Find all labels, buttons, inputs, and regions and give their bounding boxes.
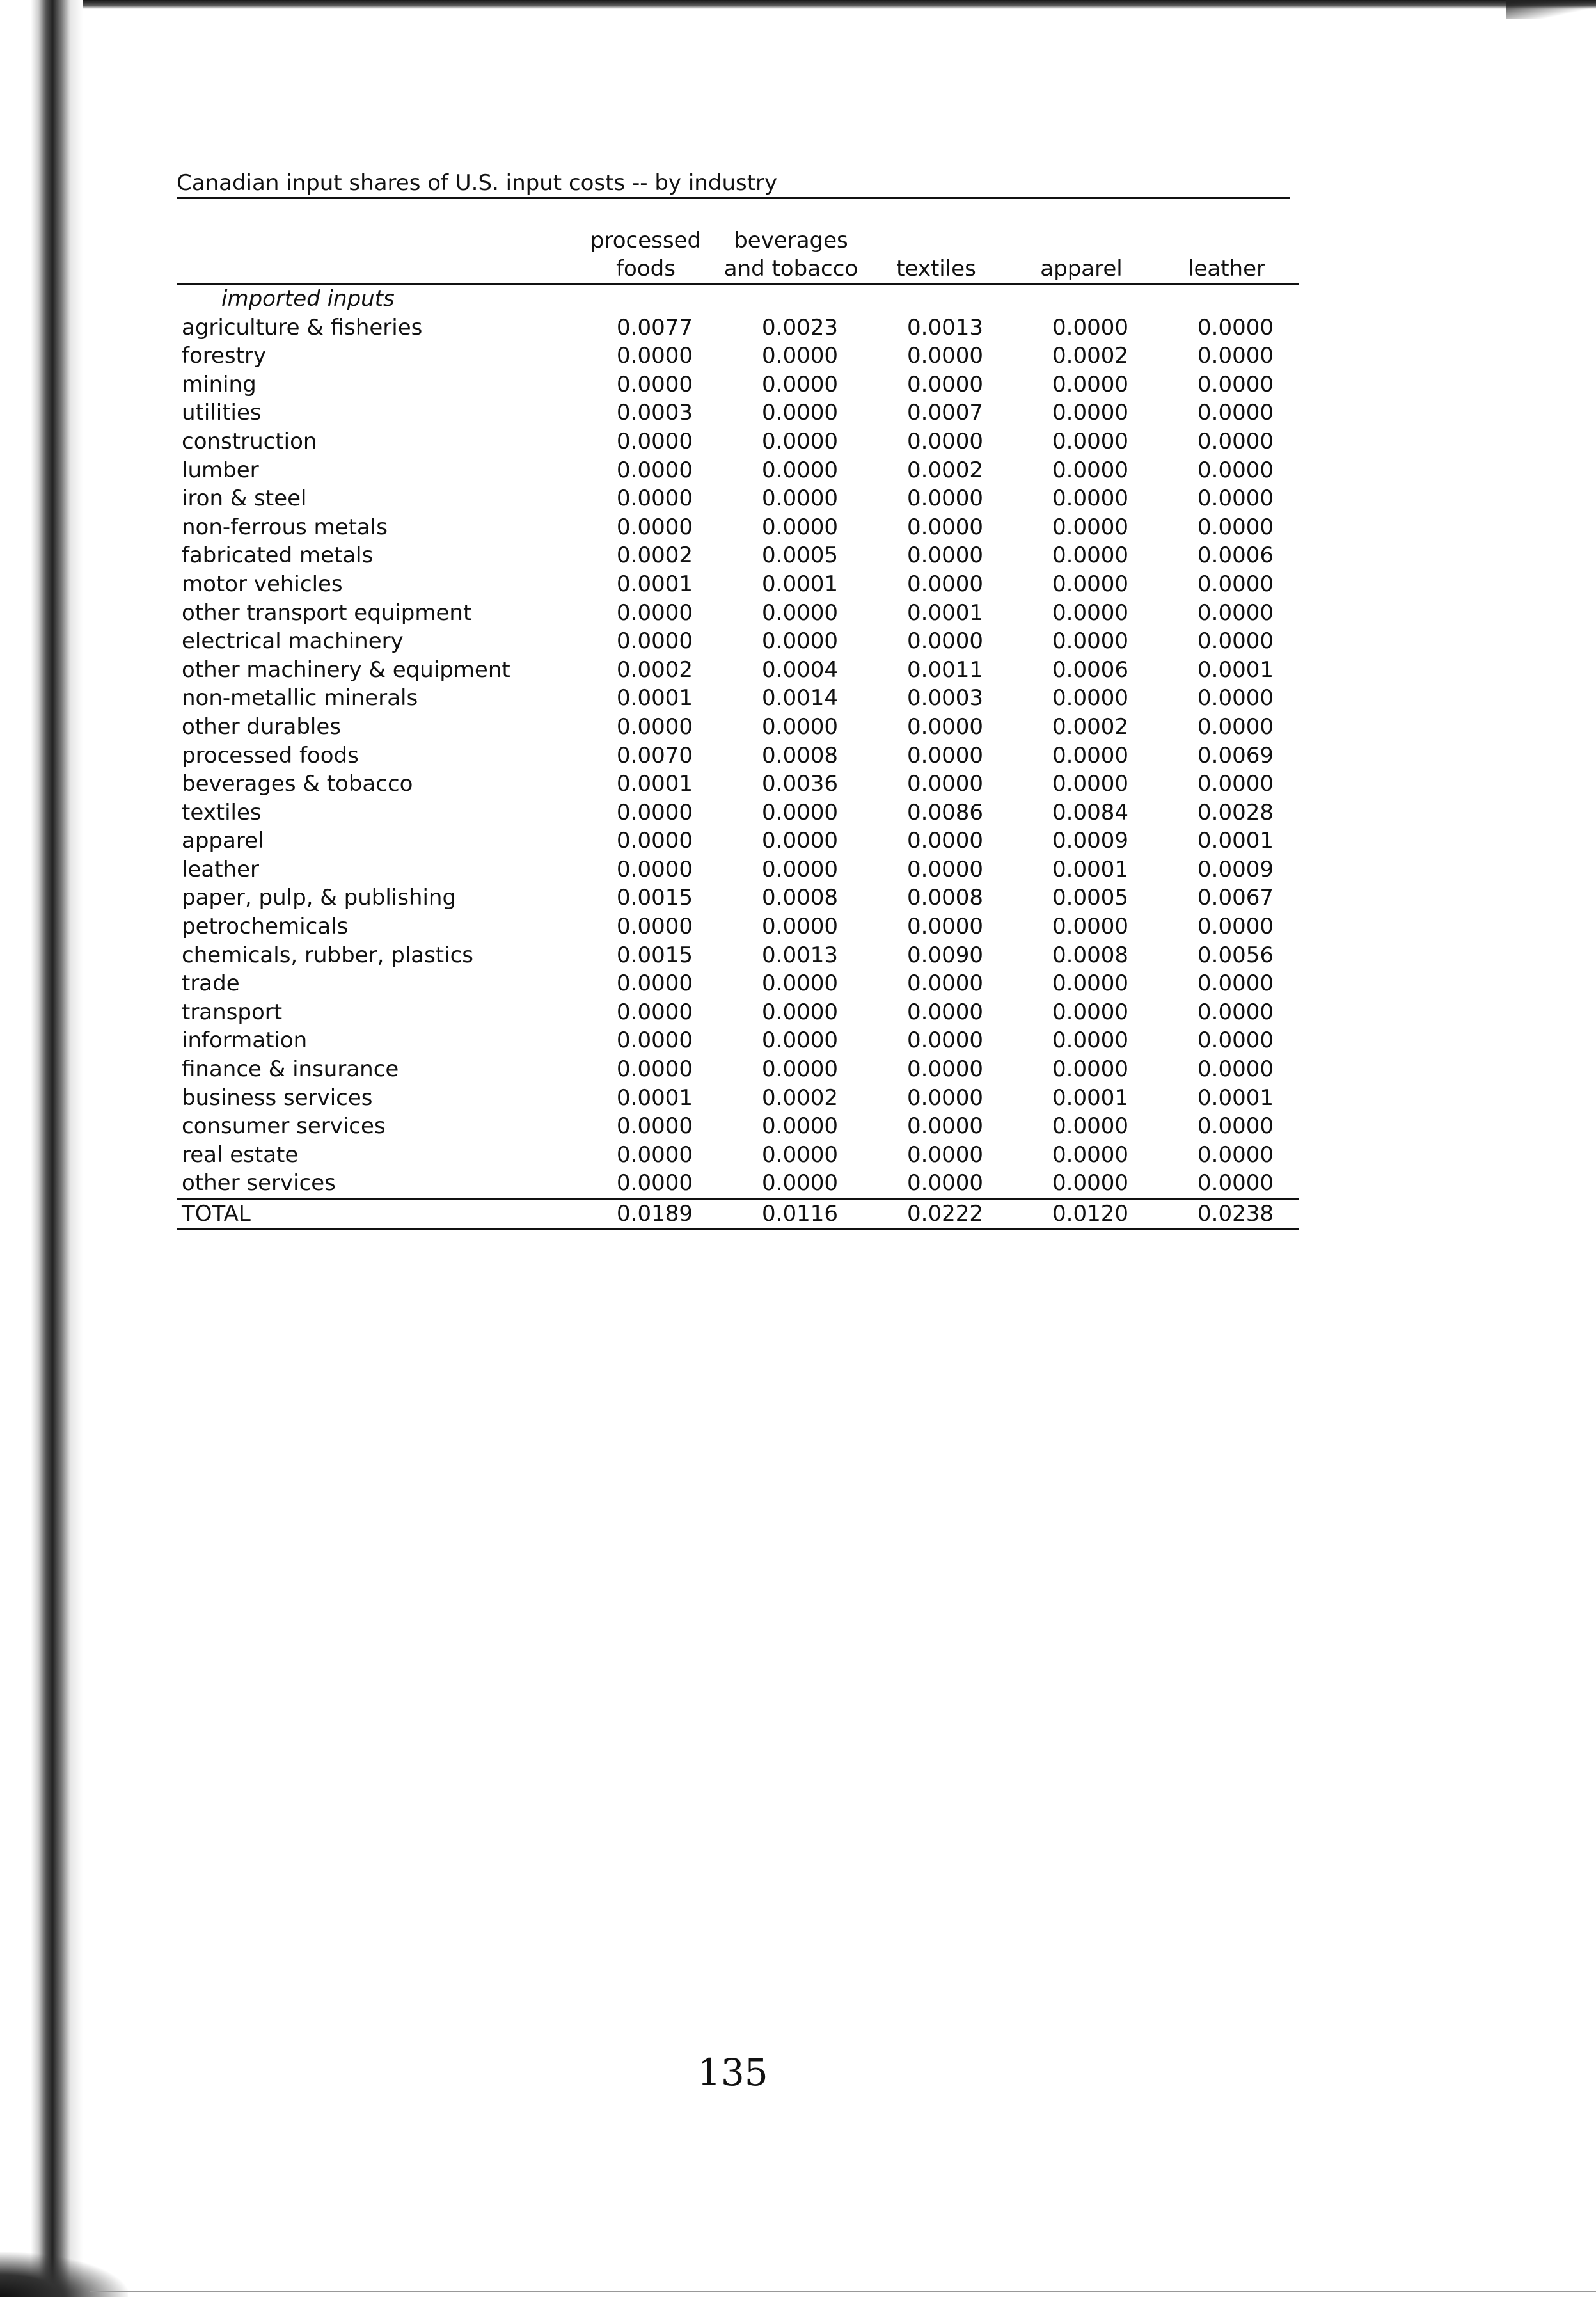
table-row (177, 827, 1299, 855)
row-value: 0.0000 (762, 799, 838, 825)
row-value: 0.0000 (1052, 371, 1128, 397)
row-value: 0.0000 (907, 971, 983, 997)
table-row (177, 570, 1299, 599)
row-value: 0.0028 (1197, 799, 1274, 825)
row-value: 0.0000 (1052, 571, 1128, 597)
row-value: 0.0000 (617, 999, 693, 1025)
row-value: 0.0000 (762, 1028, 838, 1054)
row-value: 0.0000 (762, 400, 838, 426)
row-value: 0.0000 (1052, 314, 1128, 340)
row-value: 0.0116 (718, 1199, 864, 1230)
row-value: 0.0007 (907, 400, 983, 426)
row-value: 0.0000 (1197, 428, 1274, 454)
row-value: 0.0000 (907, 1085, 983, 1111)
table-row (177, 541, 1299, 570)
header-row (177, 224, 1299, 284)
row-value: 0.0006 (1197, 543, 1274, 569)
table-row (177, 1112, 1299, 1141)
row-label: construction (182, 428, 317, 454)
row-value: 0.0000 (1197, 1028, 1274, 1054)
row-value: 0.0002 (907, 457, 983, 483)
row-value: 0.0000 (762, 1141, 838, 1168)
table-row (177, 627, 1299, 656)
row-value: 0.0000 (1052, 999, 1128, 1025)
row-value: 0.0000 (1052, 1056, 1128, 1083)
input-shares-table (177, 224, 1299, 1230)
row-label: lumber (182, 457, 259, 483)
row-value: 0.0000 (1052, 1028, 1128, 1054)
row-value: 0.0222 (864, 1199, 1009, 1230)
row-label: electrical machinery (182, 628, 404, 655)
table-row (177, 456, 1299, 485)
row-value: 0.0000 (1197, 571, 1274, 597)
row-label: motor vehicles (182, 571, 343, 597)
row-value: 0.0000 (1197, 1056, 1274, 1083)
row-value: 0.0000 (617, 1113, 693, 1140)
row-value: 0.0000 (1197, 457, 1274, 483)
table-row (177, 484, 1299, 513)
row-value: 0.0000 (762, 628, 838, 655)
row-value: 0.0000 (617, 1141, 693, 1168)
row-value: 0.0000 (1197, 343, 1274, 369)
row-label: transport (182, 999, 283, 1025)
table-row (177, 912, 1299, 941)
row-value: 0.0000 (907, 371, 983, 397)
table-row (177, 855, 1299, 884)
row-value: 0.0009 (1052, 828, 1128, 854)
row-label: forestry (182, 343, 267, 369)
table-row (177, 399, 1299, 427)
row-value: 0.0000 (1052, 600, 1128, 626)
row-label: finance & insurance (182, 1056, 399, 1083)
row-label: fabricated metals (182, 543, 374, 569)
row-value: 0.0000 (1052, 971, 1128, 997)
table-row (177, 884, 1299, 912)
row-value: 0.0006 (1052, 656, 1128, 683)
row-value: 0.0000 (762, 486, 838, 512)
row-value: 0.0000 (762, 713, 838, 740)
row-label: non-ferrous metals (182, 514, 388, 540)
row-value: 0.0003 (617, 400, 693, 426)
row-value: 0.0004 (762, 656, 838, 683)
table-row (177, 427, 1299, 456)
table-row (177, 684, 1299, 713)
table-row (177, 1169, 1299, 1198)
row-value: 0.0001 (762, 571, 838, 597)
row-value: 0.0008 (907, 885, 983, 911)
row-value: 0.0000 (907, 1113, 983, 1140)
row-value: 0.0000 (762, 1056, 838, 1083)
row-value: 0.0000 (762, 971, 838, 997)
row-value: 0.0000 (617, 914, 693, 940)
table-title-rule (177, 168, 1290, 199)
row-label: trade (182, 971, 240, 997)
book-binding-shadow (0, 0, 83, 2297)
row-value: 0.0000 (1052, 771, 1128, 797)
row-value: 0.0001 (617, 571, 693, 597)
row-value: 0.0000 (907, 856, 983, 882)
row-value: 0.0000 (1052, 457, 1128, 483)
row-value: 0.0000 (617, 1056, 693, 1083)
row-value: 0.0008 (762, 885, 838, 911)
row-value: 0.0000 (1052, 486, 1128, 512)
table-row (177, 969, 1299, 998)
table-row (177, 370, 1299, 399)
row-value: 0.0189 (573, 1199, 718, 1230)
row-value: 0.0000 (617, 457, 693, 483)
row-value: 0.0000 (1197, 1113, 1274, 1140)
row-value: 0.0000 (907, 742, 983, 768)
row-value: 0.0000 (617, 343, 693, 369)
row-value: 0.0000 (1052, 543, 1128, 569)
row-value: 0.0002 (1052, 713, 1128, 740)
row-value: 0.0036 (762, 771, 838, 797)
total-row (177, 1199, 1299, 1230)
table-row (177, 1026, 1299, 1055)
row-label: paper, pulp, & publishing (182, 885, 457, 911)
row-label: processed foods (182, 742, 359, 768)
row-label: information (182, 1028, 308, 1054)
row-label: real estate (182, 1141, 299, 1168)
row-label: non-metallic minerals (182, 685, 418, 711)
row-value: 0.0001 (1052, 856, 1128, 882)
row-value: 0.0000 (907, 999, 983, 1025)
row-value: 0.0000 (617, 371, 693, 397)
header-blank (177, 224, 573, 284)
row-value: 0.0000 (1052, 400, 1128, 426)
table-row (177, 998, 1299, 1027)
row-value: 0.0070 (617, 742, 693, 768)
row-value: 0.0001 (1197, 656, 1274, 683)
row-value: 0.0000 (1197, 999, 1274, 1025)
row-value: 0.0000 (762, 856, 838, 882)
row-value: 0.0000 (1052, 742, 1128, 768)
row-label: business services (182, 1085, 373, 1111)
row-value: 0.0008 (1052, 942, 1128, 968)
table-row (177, 742, 1299, 770)
row-value: 0.0067 (1197, 885, 1274, 911)
column-header: beverages and tobacco (718, 224, 864, 284)
scan-corner-shadow (1506, 0, 1596, 19)
row-value: 0.0023 (762, 314, 838, 340)
row-value: 0.0015 (617, 942, 693, 968)
row-label: petrochemicals (182, 914, 349, 940)
row-value: 0.0000 (1197, 371, 1274, 397)
row-value: 0.0000 (1197, 914, 1274, 940)
row-value: 0.0000 (617, 514, 693, 540)
section-label: imported inputs (221, 286, 395, 312)
row-value: 0.0000 (617, 1028, 693, 1054)
row-value: 0.0000 (907, 428, 983, 454)
row-value: 0.0001 (907, 600, 983, 626)
row-value: 0.0077 (617, 314, 693, 340)
row-value: 0.0069 (1197, 742, 1274, 768)
row-value: 0.0000 (1197, 713, 1274, 740)
row-value: 0.0000 (1009, 1169, 1154, 1198)
row-value: 0.0000 (617, 828, 693, 854)
row-value: 0.0000 (907, 771, 983, 797)
column-header: textiles (864, 224, 1009, 284)
row-value: 0.0000 (573, 1169, 718, 1198)
row-value: 0.0002 (1052, 343, 1128, 369)
row-value: 0.0000 (617, 713, 693, 740)
row-value: 0.0001 (1197, 828, 1274, 854)
row-value: 0.0000 (762, 999, 838, 1025)
row-value: 0.0000 (907, 1141, 983, 1168)
row-label: textiles (182, 799, 262, 825)
page-number: 135 (697, 2051, 768, 2094)
row-value: 0.0000 (907, 486, 983, 512)
table-row (177, 1141, 1299, 1170)
row-value: 0.0005 (1052, 885, 1128, 911)
row-value: 0.0120 (1009, 1199, 1154, 1230)
row-value: 0.0000 (1197, 600, 1274, 626)
row-value: 0.0000 (617, 628, 693, 655)
table-row (177, 314, 1299, 342)
row-value: 0.0000 (907, 1028, 983, 1054)
row-label: apparel (182, 828, 264, 854)
row-value: 0.0000 (762, 600, 838, 626)
row-value: 0.0001 (617, 771, 693, 797)
row-value: 0.0000 (1197, 400, 1274, 426)
row-value: 0.0000 (1052, 514, 1128, 540)
row-value: 0.0014 (762, 685, 838, 711)
row-label: other transport equipment (182, 600, 472, 626)
row-label: utilities (182, 400, 262, 426)
row-value: 0.0000 (907, 914, 983, 940)
row-value: 0.0011 (907, 656, 983, 683)
row-value: 0.0000 (617, 486, 693, 512)
row-value: 0.0002 (617, 656, 693, 683)
section-row (177, 284, 1299, 314)
table-row (177, 799, 1299, 827)
row-value: 0.0000 (907, 343, 983, 369)
row-value: 0.0000 (617, 799, 693, 825)
row-value: 0.0002 (617, 543, 693, 569)
row-label: leather (182, 856, 259, 882)
column-header: processed foods (573, 224, 718, 284)
row-value: 0.0000 (1052, 1141, 1128, 1168)
row-value: 0.0000 (762, 343, 838, 369)
row-value: 0.0000 (617, 600, 693, 626)
table-row (177, 1084, 1299, 1113)
row-label: agriculture & fisheries (182, 314, 423, 340)
row-label: chemicals, rubber, plastics (182, 942, 473, 968)
row-value: 0.0000 (617, 971, 693, 997)
row-label: other durables (182, 713, 341, 740)
row-value: 0.0000 (1197, 971, 1274, 997)
scan-top-edge (0, 0, 1596, 9)
row-value: 0.0000 (1154, 1169, 1299, 1198)
row-value: 0.0000 (762, 457, 838, 483)
row-value: 0.0000 (1052, 428, 1128, 454)
row-value: 0.0000 (907, 514, 983, 540)
row-value: 0.0000 (907, 543, 983, 569)
row-value: 0.0000 (1197, 771, 1274, 797)
table-row (177, 1055, 1299, 1084)
row-value: 0.0015 (617, 885, 693, 911)
row-value: 0.0000 (1052, 685, 1128, 711)
row-value: 0.0000 (762, 428, 838, 454)
row-value: 0.0013 (907, 314, 983, 340)
row-value: 0.0000 (762, 914, 838, 940)
table-row (177, 513, 1299, 542)
row-label: TOTAL (177, 1199, 573, 1230)
row-value: 0.0238 (1154, 1199, 1299, 1230)
column-header: leather (1154, 224, 1299, 284)
scan-bottom-edge (90, 2291, 1596, 2292)
row-value: 0.0000 (907, 713, 983, 740)
table-row (177, 713, 1299, 742)
row-value: 0.0003 (907, 685, 983, 711)
row-label: consumer services (182, 1113, 386, 1140)
row-value: 0.0000 (762, 371, 838, 397)
row-value: 0.0008 (762, 742, 838, 768)
row-value: 0.0000 (1197, 486, 1274, 512)
row-value: 0.0001 (1052, 1085, 1128, 1111)
row-value: 0.0009 (1197, 856, 1274, 882)
table-row (177, 656, 1299, 685)
row-value: 0.0000 (1052, 1113, 1128, 1140)
row-value: 0.0000 (617, 428, 693, 454)
row-value: 0.0013 (762, 942, 838, 968)
row-value: 0.0000 (907, 571, 983, 597)
row-value: 0.0000 (617, 856, 693, 882)
table-row (177, 770, 1299, 799)
row-value: 0.0000 (907, 628, 983, 655)
row-value: 0.0000 (1197, 628, 1274, 655)
table-title: Canadian input shares of U.S. input costs -- by industry (177, 170, 778, 196)
row-value: 0.0000 (762, 514, 838, 540)
row-value: 0.0000 (1197, 314, 1274, 340)
row-value: 0.0000 (1052, 914, 1128, 940)
row-value: 0.0056 (1197, 942, 1274, 968)
row-label: other machinery & equipment (182, 656, 510, 683)
row-value: 0.0000 (762, 828, 838, 854)
row-value: 0.0000 (762, 1113, 838, 1140)
row-label: mining (182, 371, 257, 397)
row-value: 0.0002 (762, 1085, 838, 1111)
row-value: 0.0000 (1197, 514, 1274, 540)
row-value: 0.0000 (907, 828, 983, 854)
table-row (177, 599, 1299, 628)
row-value: 0.0000 (718, 1169, 864, 1198)
row-value: 0.0000 (1197, 1141, 1274, 1168)
row-label: other services (177, 1169, 573, 1198)
table-row (177, 342, 1299, 370)
row-value: 0.0000 (907, 1056, 983, 1083)
row-label: beverages & tobacco (182, 771, 413, 797)
column-header: apparel (1009, 224, 1154, 284)
row-value: 0.0086 (907, 799, 983, 825)
row-value: 0.0001 (617, 685, 693, 711)
row-value: 0.0005 (762, 543, 838, 569)
row-value: 0.0084 (1052, 799, 1128, 825)
row-value: 0.0090 (907, 942, 983, 968)
row-value: 0.0000 (1197, 685, 1274, 711)
row-value: 0.0001 (617, 1085, 693, 1111)
row-label: iron & steel (182, 486, 307, 512)
table-row (177, 941, 1299, 970)
row-value: 0.0000 (864, 1169, 1009, 1198)
row-value: 0.0001 (1197, 1085, 1274, 1111)
row-value: 0.0000 (1052, 628, 1128, 655)
